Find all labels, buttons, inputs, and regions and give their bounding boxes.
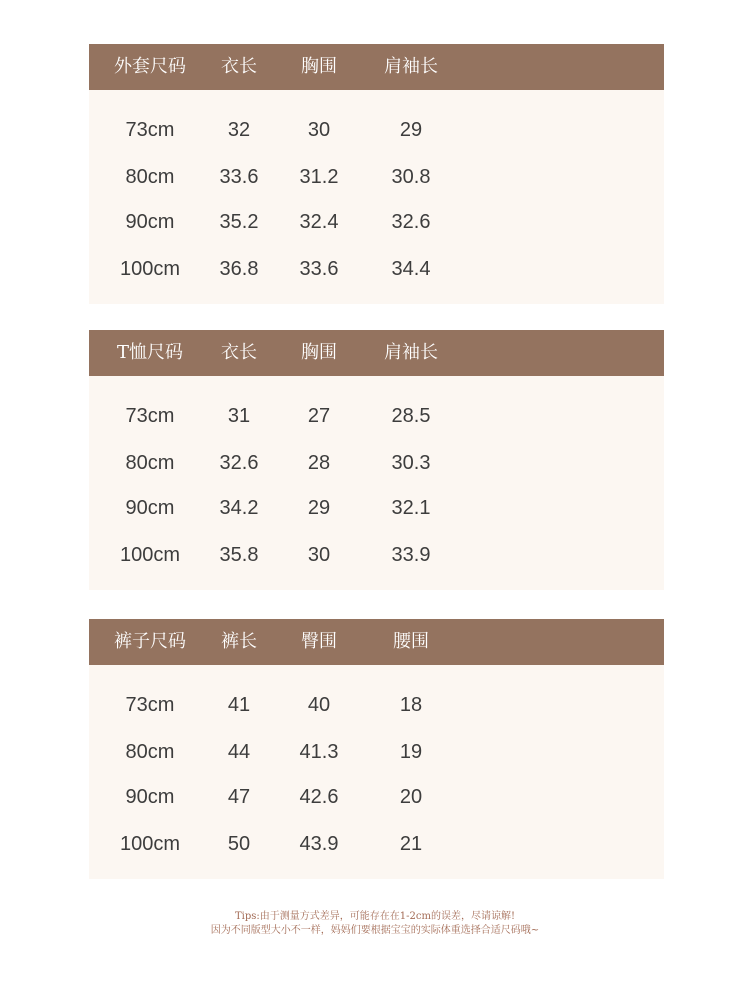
header-cell-chest: 胸围 <box>301 342 337 363</box>
table-cell: 35.8 <box>219 544 259 566</box>
header-cell-size: 裤子尺码 <box>114 631 186 652</box>
pants-size-table <box>89 619 664 879</box>
table-cell: 50 <box>227 833 251 855</box>
table-cell: 30.8 <box>391 166 431 188</box>
table-row <box>89 254 664 284</box>
table-cell: 100cm <box>119 833 181 855</box>
table-row <box>89 782 664 812</box>
tshirt-size-table <box>89 330 664 590</box>
table-cell: 31 <box>227 405 251 427</box>
table-cell: 40 <box>307 694 331 716</box>
table-row <box>89 448 664 478</box>
table-row <box>89 115 664 145</box>
table-cell: 34.4 <box>391 258 431 280</box>
table-cell: 29 <box>399 119 423 141</box>
table-cell: 32 <box>227 119 251 141</box>
table-header <box>89 619 664 665</box>
table-cell: 80cm <box>125 741 175 763</box>
table-cell: 32.6 <box>391 211 431 233</box>
table-cell: 32.1 <box>391 497 431 519</box>
table-cell: 41.3 <box>299 741 339 763</box>
table-cell: 44 <box>227 741 251 763</box>
table-body <box>89 376 664 590</box>
table-cell: 73cm <box>125 405 175 427</box>
table-cell: 29 <box>307 497 331 519</box>
header-cell-length: 衣长 <box>221 342 257 363</box>
table-cell: 34.2 <box>219 497 259 519</box>
table-cell: 33.6 <box>219 166 259 188</box>
table-row <box>89 829 664 859</box>
table-row <box>89 401 664 431</box>
table-cell: 32.4 <box>299 211 339 233</box>
table-cell: 33.6 <box>299 258 339 280</box>
table-cell: 20 <box>399 786 423 808</box>
table-header <box>89 44 664 90</box>
table-cell: 27 <box>307 405 331 427</box>
header-cell-size: 外套尺码 <box>114 56 186 77</box>
header-cell-length: 裤长 <box>221 631 257 652</box>
table-cell: 90cm <box>125 497 175 519</box>
table-cell: 100cm <box>119 258 181 280</box>
header-cell-sleeve: 肩袖长 <box>384 56 438 77</box>
table-cell: 41 <box>227 694 251 716</box>
table-cell: 73cm <box>125 119 175 141</box>
table-body <box>89 665 664 879</box>
header-cell-sleeve: 肩袖长 <box>384 342 438 363</box>
header-cell-waist: 腰围 <box>393 631 429 652</box>
table-cell: 28 <box>307 452 331 474</box>
table-cell: 30 <box>307 544 331 566</box>
header-cell-hip: 臀围 <box>301 631 337 652</box>
header-cell-size: T恤尺码 <box>116 342 184 363</box>
table-row <box>89 737 664 767</box>
table-cell: 19 <box>399 741 423 763</box>
header-cell-chest: 胸围 <box>301 56 337 77</box>
table-cell: 90cm <box>125 211 175 233</box>
jacket-size-table <box>89 44 664 304</box>
tips-note: 因为不同版型大小不一样，妈妈们要根据宝宝的实际体重选择合适尺码哦~ <box>210 925 540 936</box>
table-cell: 28.5 <box>391 405 431 427</box>
table-cell: 32.6 <box>219 452 259 474</box>
table-cell: 21 <box>399 833 423 855</box>
table-body <box>89 90 664 304</box>
table-cell: 18 <box>399 694 423 716</box>
table-cell: 100cm <box>119 544 181 566</box>
tips-text: Tips:由于测量方式差异，可能存在在1-2cm的误差，尽请谅解! <box>235 911 515 922</box>
table-row <box>89 540 664 570</box>
table-cell: 30 <box>307 119 331 141</box>
table-cell: 36.8 <box>219 258 259 280</box>
table-cell: 47 <box>227 786 251 808</box>
table-row <box>89 493 664 523</box>
table-cell: 31.2 <box>299 166 339 188</box>
header-cell-length: 衣长 <box>221 56 257 77</box>
table-row <box>89 690 664 720</box>
table-cell: 42.6 <box>299 786 339 808</box>
table-header <box>89 330 664 376</box>
table-cell: 30.3 <box>391 452 431 474</box>
table-cell: 80cm <box>125 452 175 474</box>
table-cell: 33.9 <box>391 544 431 566</box>
table-cell: 73cm <box>125 694 175 716</box>
table-cell: 80cm <box>125 166 175 188</box>
table-cell: 90cm <box>125 786 175 808</box>
table-cell: 43.9 <box>299 833 339 855</box>
table-row <box>89 162 664 192</box>
table-cell: 35.2 <box>219 211 259 233</box>
table-row <box>89 207 664 237</box>
